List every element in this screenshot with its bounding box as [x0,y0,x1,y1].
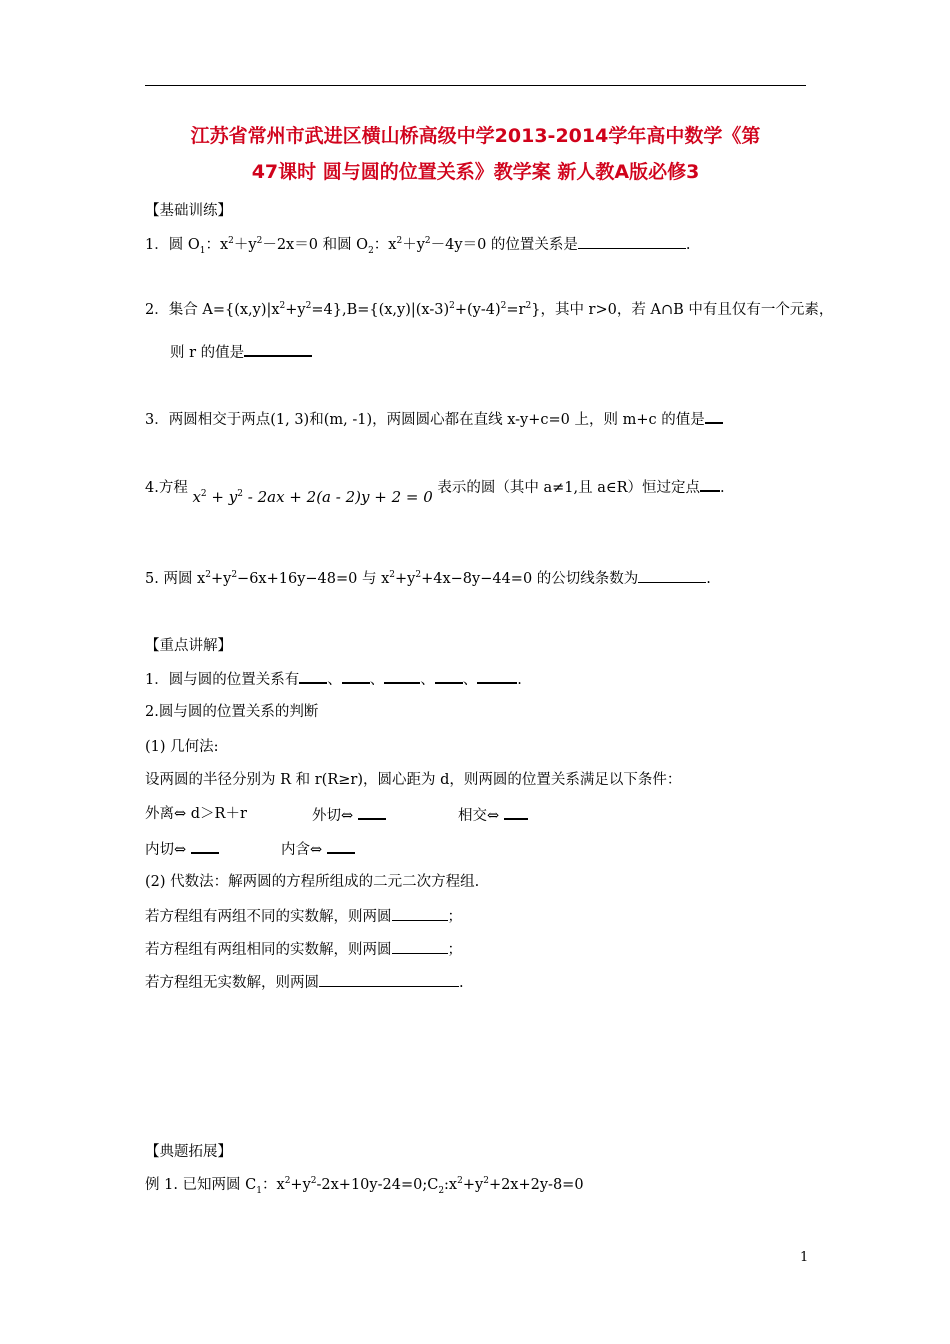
section-heading-basic-training: 【基础训练】 [145,203,232,219]
condition-intersect: 相交⇔ [458,804,528,826]
header-rule [145,85,806,86]
answer-blank[interactable] [319,972,459,987]
answer-blank[interactable] [358,804,386,820]
question-2-line-2: 则 r 的值是 [170,341,312,363]
answer-blank[interactable] [392,906,448,921]
document-title-line-1: 江苏省常州市武进区横山桥高级中学2013-2014学年高中数学《第 [190,125,761,147]
algebraic-method-heading: (2) 代数法：解两圆的方程所组成的二元二次方程组. [145,874,480,890]
answer-blank[interactable] [244,341,312,357]
answer-blank[interactable] [504,804,528,820]
answer-blank[interactable] [327,838,355,854]
answer-blank[interactable] [191,838,219,854]
circle-equation: $x^2 + y^2 - 2ax + 2(a - 2)y + 2 = 0$ [192,488,433,506]
radius-definition: 设两圆的半径分别为 R 和 r(R≥r)，圆心距为 d，则两圆的位置关系满足以下条件： [145,772,682,788]
answer-blank[interactable] [638,568,706,583]
document-title-line-2: 47课时 圆与圆的位置关系》教学案 新人教A版必修3 [251,161,700,183]
answer-blank[interactable] [705,408,723,424]
condition-contain: 内含⇔ [281,838,355,860]
answer-blank[interactable] [299,668,327,684]
section-heading-examples: 【典题拓展】 [145,1144,232,1160]
answer-blank[interactable] [384,668,420,684]
section-heading-key-points: 【重点讲解】 [145,638,232,654]
algebraic-case-3: 若方程组无实数解，则两圆 . [145,972,464,993]
answer-blank[interactable] [477,668,517,684]
page-number: 1 [800,1250,809,1265]
answer-blank[interactable] [392,939,448,954]
answer-blank[interactable] [342,668,370,684]
algebraic-case-1: 若方程组有两组不同的实数解，则两圆 ； [145,906,462,927]
question-3: 3．两圆相交于两点(1, 3)和(m, -1)，两圆圆心都在直线 x-y+c=0 上，则 m+c 的值是 [145,408,723,430]
question-2: 2．集合 $A=\{(x,y)|x^2+y^2=4\},B=\{(x,y)|(x-3)^2+(y-4)^2=r^2\}$，其中 r>0，若 A∩B 中有且仅有一个元素， [145,301,834,318]
condition-internal-tangent: 内切⇔ [145,838,219,860]
answer-blank[interactable] [700,476,720,492]
question-5: 5. 两圆 $x^2+y^2-6x+16y-48=0$ 与 $x^2+y^2+4x-8y-44=0$ 的公切线条数为 . [145,568,711,589]
condition-external-tangent: 外切⇔ [312,804,386,826]
answer-blank[interactable] [435,668,463,684]
key-point-2: 2.圆与圆的位置关系的判断 [145,704,319,720]
condition-separate: 外离⇔ d＞R＋r [145,806,247,822]
example-1: 例 1. 已知两圆 $C_1$：$x^2+y^2-2x+10y-24=0;C_2:x^2+y^2+2x+2y-8=0$ [145,1176,584,1196]
algebraic-case-2: 若方程组有两组相同的实数解，则两圆 ； [145,939,462,960]
question-4: 4.方程 $x^2 + y^2 - 2ax + 2(a - 2)y + 2 = 0$ 表示的圆（其中 a≠1,且 a∈R）恒过定点 . [145,478,725,500]
answer-blank[interactable] [578,234,686,249]
geometric-method-heading: (1) 几何法: [145,739,219,755]
question-1: 1．圆 $O_1$：$x^2+y^2-2x=0$ 和圆 $O_2$：$x^2+y^2-4y=0$ 的位置关系是 . [145,234,691,255]
key-point-1: 1．圆与圆的位置关系有 、 、 、 、 . [145,668,522,690]
